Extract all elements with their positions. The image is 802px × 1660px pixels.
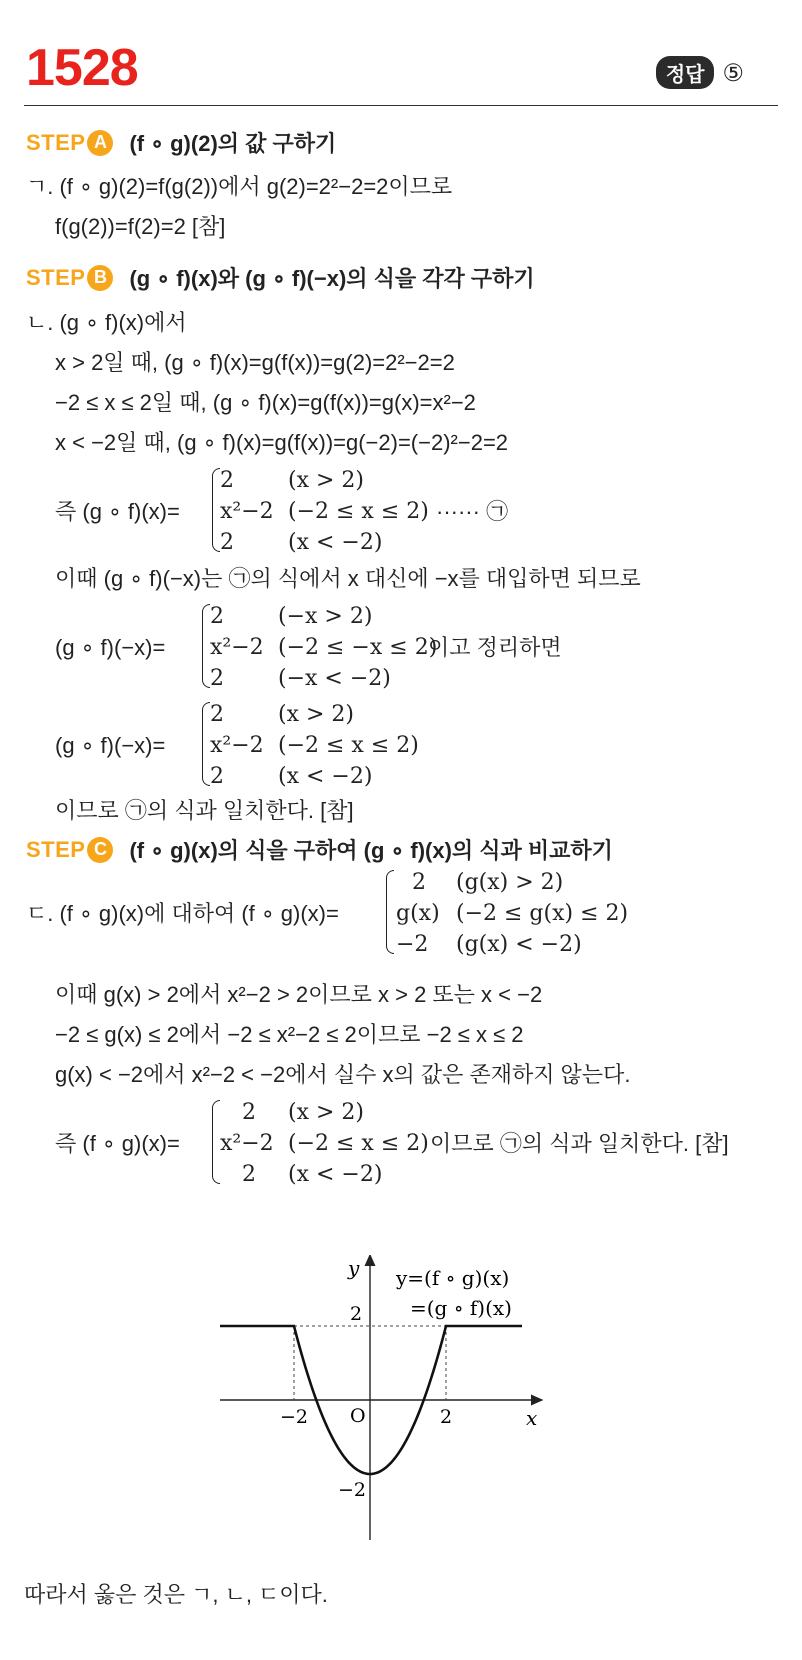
answer-label: 정답 [656,56,715,89]
brace [202,604,210,688]
x-tick-label-2: 2 [439,1406,453,1428]
case-condition: (x > 2) [278,702,354,727]
case-value: x²−2 [210,635,264,660]
origin-label: O [350,1405,366,1427]
case-value: −2 [396,932,429,957]
step-tag: STEP [26,129,86,155]
y-axis-label: y [348,1256,360,1280]
case-condition: (g(x) > 2) [456,870,564,895]
case-value: 2 [210,666,224,691]
brace [386,870,394,954]
case-value: 2 [210,604,224,629]
piecewise-lead: (g ∘ f)(−x)= [55,733,166,758]
step-c-heading [26,834,613,865]
y-tick-label-neg2: −2 [338,1479,367,1501]
case-value: x²−2 [210,733,264,758]
case-condition: (−x > 2) [278,604,373,629]
header-divider [24,105,778,106]
answer-box [656,56,744,89]
line-b2: x > 2일 때, (g ∘ f)(x)=g(f(x))=g(2)=2²−2=2 [55,350,455,375]
chart-title: y=(f ∘ g)(x) [396,1266,510,1290]
piecewise-lead: 즉 (g ∘ f)(x)= [55,499,180,524]
step-letter-c: C [87,837,113,863]
case-condition: (−2 ≤ x ≤ 2) [288,499,429,524]
chart-subtitle: =(g ∘ f)(x) [410,1296,512,1320]
piecewise-lead: 즉 (f ∘ g)(x)= [55,1131,180,1156]
final-conclusion: 따라서 옳은 것은 ㄱ, ㄴ, ㄷ이다. [24,1582,328,1607]
case-value: 2 [242,1100,256,1125]
case-condition: (x < −2) [288,1162,383,1187]
brace [212,1100,220,1184]
case-value: 2 [210,764,224,789]
brace [202,702,210,786]
line-c2: 이때 g(x) > 2에서 x²−2 > 2이므로 x > 2 또는 x < −2 [55,982,543,1007]
piecewise-lead: (g ∘ f)(−x)= [55,635,166,660]
step-b-title: (g ∘ f)(x)와 (g ∘ f)(−x)의 식을 각각 구하기 [129,266,535,291]
case-condition: (x > 2) [288,1100,364,1125]
line-b1: ㄴ. (g ∘ f)(x)에서 [26,310,187,335]
case-value: 2 [220,530,234,555]
step-a-heading [26,127,336,158]
problem-number: 1528 [26,39,138,97]
case-condition: (−2 ≤ x ≤ 2) [278,733,419,758]
piecewise-tail: ······ ㉠ [436,499,509,524]
line-b9: 이므로 ㉠의 식과 일치한다. [참] [55,798,354,823]
brace [212,468,220,552]
case-value: 2 [412,870,426,895]
case-condition: (−2 ≤ g(x) ≤ 2) [456,901,629,926]
step-letter-b: B [87,265,113,291]
case-condition: (−x < −2) [278,666,391,691]
case-value: x²−2 [220,1131,274,1156]
line-c3: −2 ≤ g(x) ≤ 2에서 −2 ≤ x²−2 ≤ 2이므로 −2 ≤ x ≤ 2 [55,1022,524,1047]
case-value: g(x) [396,901,440,926]
line-b6: 이때 (g ∘ f)(−x)는 ㉠의 식에서 x 대신에 −x를 대입하면 되므로 [55,566,641,591]
case-condition: (−2 ≤ x ≤ 2) [288,1131,429,1156]
line-c4: g(x) < −2에서 x²−2 < −2에서 실수 x의 값은 존재하지 않는다. [55,1062,631,1087]
step-letter-a: A [87,130,113,156]
case-value: x²−2 [220,499,274,524]
line-b3: −2 ≤ x ≤ 2일 때, (g ∘ f)(x)=g(f(x))=g(x)=x²−2 [55,390,476,415]
case-condition: (g(x) < −2) [456,932,582,957]
step-tag: STEP [26,836,86,862]
x-tick-label-neg2: −2 [279,1406,309,1428]
case-condition: (x < −2) [288,530,383,555]
piecewise-tail: 이므로 ㉠의 식과 일치한다. [참] [430,1131,729,1156]
step-tag: STEP [26,264,86,290]
step-c-title: (f ∘ g)(x)의 식을 구하여 (g ∘ f)(x)의 식과 비교하기 [129,838,613,863]
case-condition: (x > 2) [288,468,364,493]
line-a1: ㄱ. (f ∘ g)(2)=f(g(2))에서 g(2)=2²−2=2이므로 [26,174,453,199]
y-tick-label-2: 2 [350,1303,363,1325]
case-value: 2 [220,468,234,493]
step-a-title: (f ∘ g)(2)의 값 구하기 [129,131,337,156]
line-a2: f(g(2))=f(2)=2 [참] [55,214,226,239]
x-axis-label: x [526,1406,538,1430]
function-graph [220,1255,580,1545]
piecewise-tail: 이고 정리하면 [428,635,562,660]
case-value: 2 [210,702,224,727]
piecewise-lead: ㄷ. (f ∘ g)(x)에 대하여 (f ∘ g)(x)= [26,901,339,926]
case-value: 2 [242,1162,256,1187]
answer-value: ⑤ [722,58,744,87]
line-b4: x < −2일 때, (g ∘ f)(x)=g(f(x))=g(−2)=(−2)²−2=2 [55,430,509,455]
case-condition: (−2 ≤ −x ≤ 2) [278,635,438,660]
case-condition: (x < −2) [278,764,373,789]
step-b-heading [26,262,535,293]
